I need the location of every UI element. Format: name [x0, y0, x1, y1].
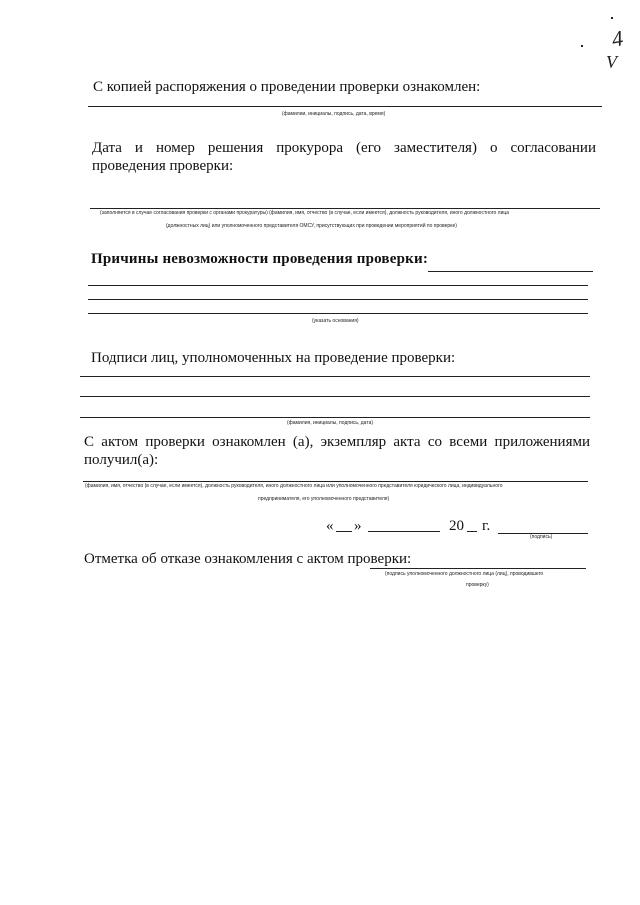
prosecutor-line — [90, 208, 600, 209]
prosecutor-decision-text: Дата и номер решения прокурора (его заместителя) о согласовании — [92, 140, 596, 156]
reasons-line-2 — [88, 299, 588, 300]
date-close-quote: » — [354, 518, 362, 534]
year-prefix: 20 — [449, 518, 464, 534]
dot-mark — [611, 17, 613, 19]
order-acquaintance-text: С копией распоряжения о проведении проверки ознакомлен: — [93, 79, 481, 95]
acquainted-line — [83, 481, 588, 482]
acquainted-text: С актом проверки ознакомлен (а), экземпляр акта со всеми приложениями — [84, 434, 590, 450]
order-line-caption: (фамилии, инициалы, подпись, дата, время) — [282, 111, 386, 117]
order-signature-line — [88, 106, 602, 107]
prosecutor-decision-text-2: проведения проверки: — [92, 158, 234, 174]
reasons-caption: (указать основания) — [312, 318, 359, 324]
refusal-heading: Отметка об отказе ознакомления с актом проверки: — [84, 551, 412, 567]
signatures-heading: Подписи лиц, уполномоченных на проведение проверки: — [91, 350, 456, 366]
refusal-caption-2: проверку) — [466, 582, 489, 588]
page-number-mark: 4 — [609, 25, 626, 52]
year-suffix: г. — [482, 518, 491, 534]
signatures-line-3 — [80, 417, 590, 418]
day-line — [336, 531, 352, 532]
signature-caption: (подпись) — [530, 534, 553, 540]
signatures-line-2 — [80, 396, 590, 397]
refusal-line — [370, 568, 586, 569]
reasons-heading: Причины невозможности проведения проверки: — [91, 251, 429, 267]
prosecutor-caption-1: (заполняется в случае согласования проверки с органами прокуратуры) (фамилия, имя, отчество (в случае, если имеется), должность руководителя, иного должностного лица — [100, 210, 510, 216]
refusal-caption-1: (подпись уполномоченного должностного лица (лиц), проводившего — [385, 571, 544, 577]
month-line — [368, 531, 440, 532]
acquainted-caption-1: (фамилия, имя, отчество (в случае, если имеется), должность руководителя, иного должностного лица или уполномоченного представителя юридического лица, индивидуального — [85, 483, 503, 489]
reasons-heading-line — [428, 271, 593, 272]
signatures-caption: (фамилия, инициалы, подпись, дата) — [287, 420, 374, 426]
reasons-line-3 — [88, 313, 588, 314]
check-mark: V — [606, 52, 617, 72]
acquainted-text-2: получил(а): — [84, 452, 159, 468]
prosecutor-caption-2: (должностных лиц) или уполномоченного представителя ОМСУ, присутствующих при проведении мероприятий по проверке) — [166, 223, 457, 229]
dot-mark — [581, 45, 583, 47]
year-line — [467, 531, 477, 532]
reasons-line-1 — [88, 285, 588, 286]
signatures-line-1 — [80, 376, 590, 377]
date-open-quote: « — [326, 518, 334, 534]
acquainted-caption-2: предпринимателя, его уполномоченного представителя) — [258, 496, 390, 502]
